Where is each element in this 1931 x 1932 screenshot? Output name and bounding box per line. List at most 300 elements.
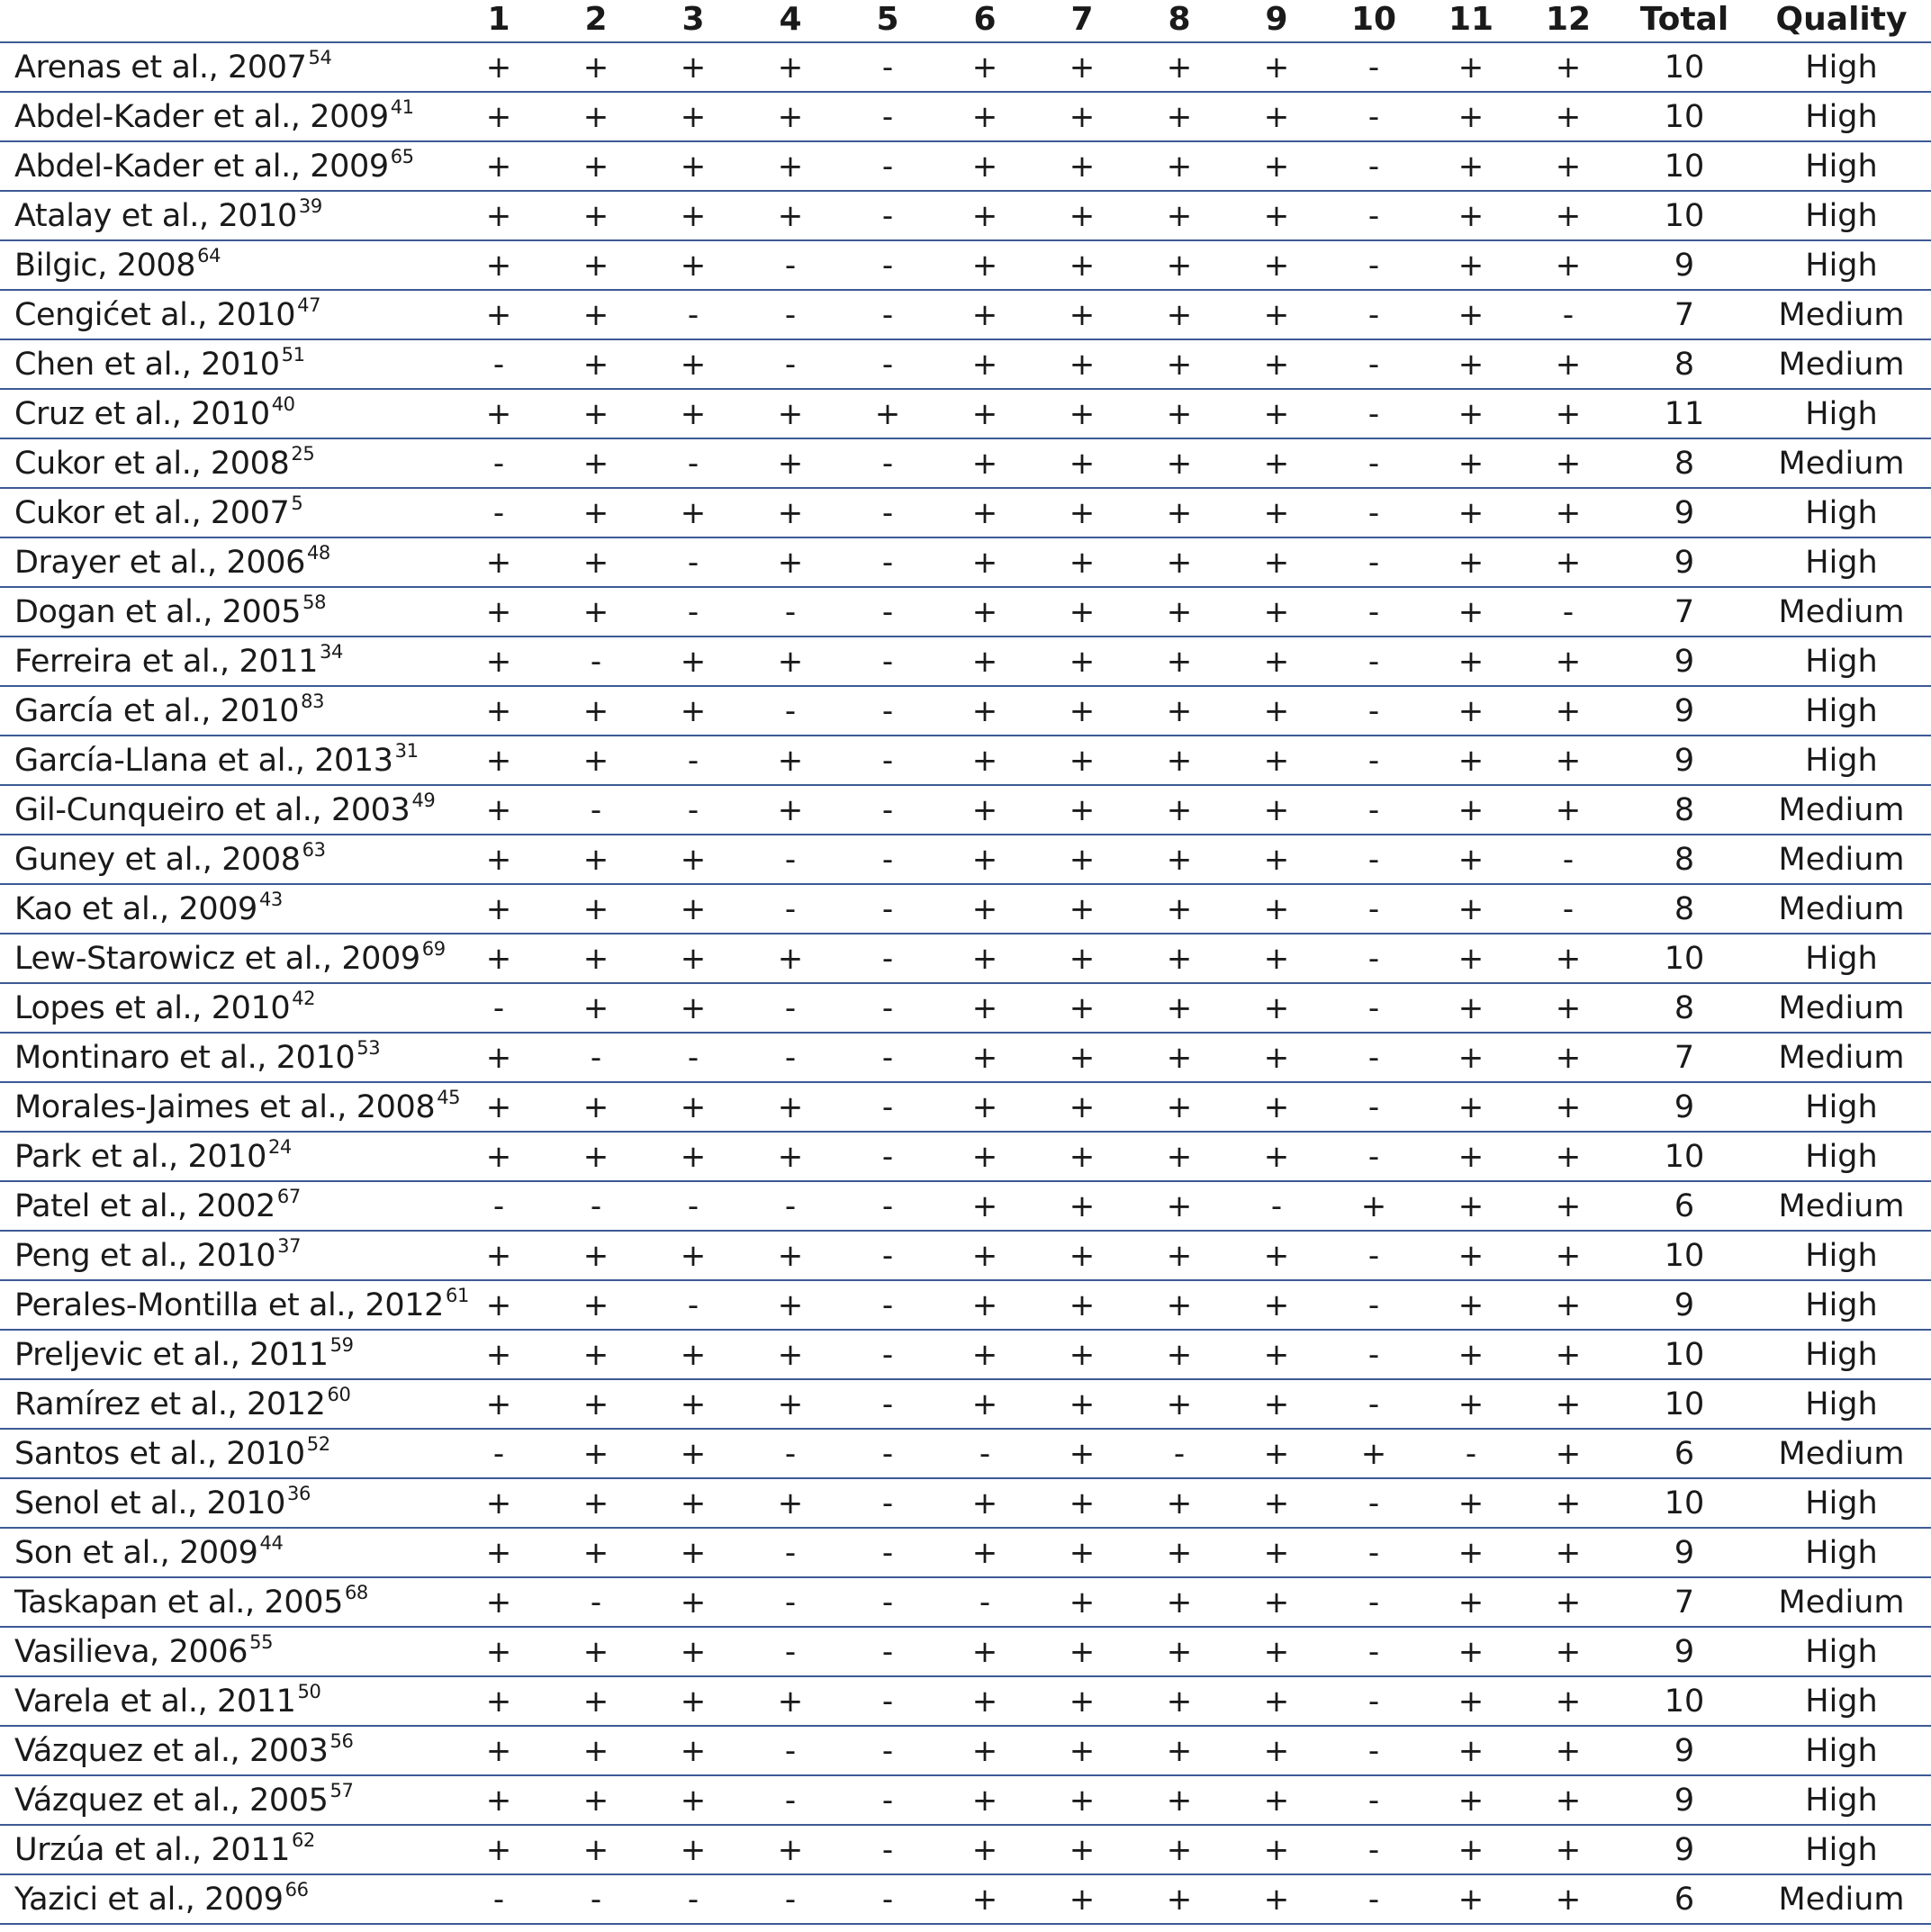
criterion-8-mark: + bbox=[1131, 1082, 1228, 1132]
criterion-8-mark: - bbox=[1131, 1429, 1228, 1478]
header-criterion-9: 9 bbox=[1228, 0, 1325, 42]
total-score: 8 bbox=[1617, 438, 1752, 488]
criterion-6-mark: + bbox=[936, 1825, 1033, 1874]
criterion-3-mark: - bbox=[645, 1874, 742, 1924]
table-row bbox=[0, 1280, 1931, 1330]
criterion-7-mark: + bbox=[1033, 1231, 1131, 1280]
table-body bbox=[0, 42, 1931, 1924]
criterion-10-mark: - bbox=[1325, 1132, 1422, 1181]
criterion-12-mark: - bbox=[1520, 835, 1617, 884]
criterion-11-mark: + bbox=[1422, 785, 1520, 835]
criterion-9-mark: + bbox=[1228, 240, 1325, 290]
quality-rating: High bbox=[1752, 1627, 1931, 1676]
criterion-12-mark: + bbox=[1520, 636, 1617, 686]
criterion-8-mark: + bbox=[1131, 1775, 1228, 1825]
criterion-8-mark: + bbox=[1131, 42, 1228, 92]
criterion-5-mark: - bbox=[839, 141, 936, 191]
header-criterion-11: 11 bbox=[1422, 0, 1520, 42]
total-score: 10 bbox=[1617, 1676, 1752, 1726]
table-row bbox=[0, 1627, 1931, 1676]
criterion-9-mark: + bbox=[1228, 1478, 1325, 1528]
table-row bbox=[0, 587, 1931, 636]
reference-number: 54 bbox=[308, 46, 332, 68]
total-score: 9 bbox=[1617, 1528, 1752, 1577]
study-name: Son et al., 2009 bbox=[14, 1534, 258, 1571]
criterion-5-mark: - bbox=[839, 1082, 936, 1132]
criterion-4-mark: + bbox=[742, 1330, 839, 1379]
criterion-4-mark: + bbox=[742, 92, 839, 141]
study-cell bbox=[0, 1627, 450, 1676]
table-row bbox=[0, 1528, 1931, 1577]
quality-rating: High bbox=[1752, 736, 1931, 785]
criterion-1-mark: + bbox=[450, 686, 547, 736]
criterion-6-mark: + bbox=[936, 389, 1033, 438]
table-row bbox=[0, 1478, 1931, 1528]
criterion-2-mark: + bbox=[547, 240, 645, 290]
criterion-11-mark: + bbox=[1422, 1874, 1520, 1924]
criterion-7-mark: + bbox=[1033, 389, 1131, 438]
total-score: 6 bbox=[1617, 1429, 1752, 1478]
table-row bbox=[0, 884, 1931, 934]
criterion-1-mark: + bbox=[450, 290, 547, 339]
criterion-8-mark: + bbox=[1131, 1676, 1228, 1726]
criterion-7-mark: + bbox=[1033, 290, 1131, 339]
criterion-11-mark: + bbox=[1422, 240, 1520, 290]
study-name: Varela et al., 2011 bbox=[14, 1683, 296, 1720]
table-row bbox=[0, 290, 1931, 339]
criterion-12-mark: + bbox=[1520, 240, 1617, 290]
table-row bbox=[0, 42, 1931, 92]
total-score: 10 bbox=[1617, 1379, 1752, 1429]
criterion-3-mark: + bbox=[645, 1627, 742, 1676]
study-cell bbox=[0, 686, 450, 736]
criterion-3-mark: + bbox=[645, 339, 742, 389]
criterion-2-mark: + bbox=[547, 1627, 645, 1676]
criterion-4-mark: + bbox=[742, 1132, 839, 1181]
criterion-1-mark: - bbox=[450, 1874, 547, 1924]
criterion-10-mark: - bbox=[1325, 1528, 1422, 1577]
quality-rating: High bbox=[1752, 42, 1931, 92]
total-score: 7 bbox=[1617, 1577, 1752, 1627]
study-name: Abdel-Kader et al., 2009 bbox=[14, 148, 389, 185]
criterion-9-mark: + bbox=[1228, 191, 1325, 240]
criterion-9-mark: + bbox=[1228, 1627, 1325, 1676]
criterion-5-mark: - bbox=[839, 1775, 936, 1825]
criterion-7-mark: + bbox=[1033, 983, 1131, 1033]
header-criterion-4: 4 bbox=[742, 0, 839, 42]
criterion-9-mark: + bbox=[1228, 1132, 1325, 1181]
study-cell bbox=[0, 191, 450, 240]
total-score: 10 bbox=[1617, 92, 1752, 141]
criterion-7-mark: + bbox=[1033, 488, 1131, 537]
study-name: Preljevic et al., 2011 bbox=[14, 1336, 329, 1373]
criterion-10-mark: - bbox=[1325, 339, 1422, 389]
criterion-3-mark: - bbox=[645, 1033, 742, 1082]
reference-number: 62 bbox=[291, 1828, 315, 1851]
criterion-10-mark: - bbox=[1325, 1280, 1422, 1330]
criterion-11-mark: + bbox=[1422, 1033, 1520, 1082]
criterion-3-mark: + bbox=[645, 1775, 742, 1825]
quality-rating: High bbox=[1752, 191, 1931, 240]
header-criterion-6: 6 bbox=[936, 0, 1033, 42]
reference-number: 25 bbox=[291, 442, 315, 465]
criterion-10-mark: - bbox=[1325, 636, 1422, 686]
total-score: 9 bbox=[1617, 1280, 1752, 1330]
criterion-12-mark: + bbox=[1520, 1132, 1617, 1181]
criterion-6-mark: + bbox=[936, 191, 1033, 240]
criterion-11-mark: + bbox=[1422, 1627, 1520, 1676]
criterion-7-mark: + bbox=[1033, 42, 1131, 92]
criterion-9-mark: + bbox=[1228, 1231, 1325, 1280]
total-score: 10 bbox=[1617, 934, 1752, 983]
criterion-10-mark: - bbox=[1325, 438, 1422, 488]
criterion-2-mark: + bbox=[547, 1280, 645, 1330]
study-cell bbox=[0, 1033, 450, 1082]
criterion-6-mark: + bbox=[936, 339, 1033, 389]
criterion-5-mark: - bbox=[839, 1033, 936, 1082]
criterion-12-mark: + bbox=[1520, 1825, 1617, 1874]
criterion-9-mark: + bbox=[1228, 438, 1325, 488]
criterion-6-mark: + bbox=[936, 1280, 1033, 1330]
criterion-6-mark: + bbox=[936, 736, 1033, 785]
criterion-8-mark: + bbox=[1131, 1132, 1228, 1181]
criterion-5-mark: - bbox=[839, 1379, 936, 1429]
criterion-9-mark: + bbox=[1228, 686, 1325, 736]
criterion-11-mark: + bbox=[1422, 686, 1520, 736]
criterion-6-mark: - bbox=[936, 1577, 1033, 1627]
criterion-6-mark: + bbox=[936, 141, 1033, 191]
table-row bbox=[0, 1330, 1931, 1379]
criterion-7-mark: + bbox=[1033, 1478, 1131, 1528]
study-name: Santos et al., 2010 bbox=[14, 1435, 305, 1472]
criterion-10-mark: - bbox=[1325, 1775, 1422, 1825]
criterion-2-mark: - bbox=[547, 1874, 645, 1924]
criterion-10-mark: - bbox=[1325, 736, 1422, 785]
criterion-8-mark: + bbox=[1131, 1280, 1228, 1330]
criterion-3-mark: + bbox=[645, 1577, 742, 1627]
criterion-11-mark: + bbox=[1422, 537, 1520, 587]
criterion-9-mark: + bbox=[1228, 884, 1325, 934]
criterion-3-mark: + bbox=[645, 141, 742, 191]
criterion-11-mark: + bbox=[1422, 983, 1520, 1033]
header-criterion-1: 1 bbox=[450, 0, 547, 42]
criterion-3-mark: + bbox=[645, 835, 742, 884]
study-name: Peng et al., 2010 bbox=[14, 1237, 276, 1274]
criterion-11-mark: + bbox=[1422, 1676, 1520, 1726]
criterion-3-mark: + bbox=[645, 240, 742, 290]
quality-rating: Medium bbox=[1752, 785, 1931, 835]
criterion-12-mark: + bbox=[1520, 1379, 1617, 1429]
quality-rating: High bbox=[1752, 636, 1931, 686]
study-cell bbox=[0, 636, 450, 686]
study-name: Senol et al., 2010 bbox=[14, 1485, 285, 1521]
criterion-11-mark: + bbox=[1422, 1181, 1520, 1231]
reference-number: 53 bbox=[356, 1036, 381, 1059]
quality-rating: Medium bbox=[1752, 884, 1931, 934]
criterion-11-mark: + bbox=[1422, 1528, 1520, 1577]
reference-number: 42 bbox=[292, 987, 316, 1009]
criterion-2-mark: + bbox=[547, 835, 645, 884]
header-criterion-10: 10 bbox=[1325, 0, 1422, 42]
criterion-6-mark: + bbox=[936, 1627, 1033, 1676]
criterion-7-mark: + bbox=[1033, 1676, 1131, 1726]
criterion-1-mark: + bbox=[450, 1676, 547, 1726]
criterion-6-mark: + bbox=[936, 1379, 1033, 1429]
criterion-6-mark: + bbox=[936, 537, 1033, 587]
criterion-8-mark: + bbox=[1131, 1627, 1228, 1676]
study-cell bbox=[0, 1874, 450, 1924]
criterion-3-mark: + bbox=[645, 983, 742, 1033]
table-row bbox=[0, 1082, 1931, 1132]
criterion-6-mark: + bbox=[936, 290, 1033, 339]
criterion-2-mark: + bbox=[547, 1231, 645, 1280]
criterion-7-mark: + bbox=[1033, 686, 1131, 736]
study-name: Patel et al., 2002 bbox=[14, 1187, 275, 1224]
criterion-2-mark: + bbox=[547, 1775, 645, 1825]
criterion-7-mark: + bbox=[1033, 1379, 1131, 1429]
study-name: Ramírez et al., 2012 bbox=[14, 1386, 326, 1422]
criterion-4-mark: - bbox=[742, 686, 839, 736]
criterion-4-mark: - bbox=[742, 290, 839, 339]
quality-rating: High bbox=[1752, 1775, 1931, 1825]
criterion-4-mark: + bbox=[742, 934, 839, 983]
criterion-5-mark: - bbox=[839, 636, 936, 686]
criterion-7-mark: + bbox=[1033, 339, 1131, 389]
criterion-2-mark: + bbox=[547, 438, 645, 488]
criterion-5-mark: - bbox=[839, 1231, 936, 1280]
criterion-10-mark: - bbox=[1325, 42, 1422, 92]
reference-number: 52 bbox=[306, 1432, 330, 1455]
criterion-9-mark: + bbox=[1228, 785, 1325, 835]
header-total: Total bbox=[1617, 0, 1752, 42]
study-cell bbox=[0, 1825, 450, 1874]
criterion-4-mark: + bbox=[742, 141, 839, 191]
criterion-2-mark: - bbox=[547, 1033, 645, 1082]
reference-number: 48 bbox=[306, 541, 330, 564]
study-name: Cukor et al., 2007 bbox=[14, 494, 290, 531]
study-name: Yazici et al., 2009 bbox=[14, 1881, 284, 1918]
criterion-12-mark: + bbox=[1520, 488, 1617, 537]
criterion-1-mark: + bbox=[450, 537, 547, 587]
criterion-9-mark: + bbox=[1228, 1429, 1325, 1478]
criterion-4-mark: + bbox=[742, 42, 839, 92]
criterion-12-mark: + bbox=[1520, 1676, 1617, 1726]
table-row bbox=[0, 438, 1931, 488]
quality-rating: Medium bbox=[1752, 1429, 1931, 1478]
criterion-10-mark: - bbox=[1325, 1627, 1422, 1676]
criterion-4-mark: - bbox=[742, 1627, 839, 1676]
reference-number: 47 bbox=[297, 293, 321, 316]
criterion-12-mark: + bbox=[1520, 785, 1617, 835]
criterion-1-mark: + bbox=[450, 141, 547, 191]
total-score: 10 bbox=[1617, 141, 1752, 191]
reference-number: 45 bbox=[437, 1086, 461, 1108]
study-name: Abdel-Kader et al., 2009 bbox=[14, 98, 389, 135]
criterion-2-mark: + bbox=[547, 290, 645, 339]
criterion-12-mark: + bbox=[1520, 1528, 1617, 1577]
criterion-6-mark: + bbox=[936, 1231, 1033, 1280]
criterion-4-mark: + bbox=[742, 785, 839, 835]
quality-rating: Medium bbox=[1752, 1033, 1931, 1082]
reference-number: 65 bbox=[390, 145, 414, 167]
criterion-6-mark: + bbox=[936, 1181, 1033, 1231]
reference-number: 64 bbox=[197, 244, 221, 266]
criterion-7-mark: + bbox=[1033, 240, 1131, 290]
table-row bbox=[0, 1429, 1931, 1478]
total-score: 9 bbox=[1617, 488, 1752, 537]
study-name: Morales-Jaimes et al., 2008 bbox=[14, 1088, 436, 1125]
criterion-1-mark: + bbox=[450, 1825, 547, 1874]
criterion-9-mark: + bbox=[1228, 389, 1325, 438]
criterion-3-mark: + bbox=[645, 1528, 742, 1577]
criterion-1-mark: + bbox=[450, 1379, 547, 1429]
criterion-2-mark: + bbox=[547, 537, 645, 587]
criterion-5-mark: - bbox=[839, 1874, 936, 1924]
criterion-11-mark: - bbox=[1422, 1429, 1520, 1478]
table-row bbox=[0, 191, 1931, 240]
study-name: Vázquez et al., 2003 bbox=[14, 1732, 329, 1769]
criterion-8-mark: + bbox=[1131, 1379, 1228, 1429]
study-name: Perales-Montilla et al., 2012 bbox=[14, 1286, 445, 1323]
criterion-3-mark: + bbox=[645, 636, 742, 686]
criterion-9-mark: + bbox=[1228, 636, 1325, 686]
total-score: 6 bbox=[1617, 1181, 1752, 1231]
criterion-12-mark: + bbox=[1520, 1775, 1617, 1825]
criterion-5-mark: - bbox=[839, 686, 936, 736]
reference-number: 39 bbox=[298, 194, 322, 217]
criterion-12-mark: + bbox=[1520, 339, 1617, 389]
criterion-7-mark: + bbox=[1033, 1181, 1131, 1231]
criterion-8-mark: + bbox=[1131, 835, 1228, 884]
criterion-3-mark: + bbox=[645, 1330, 742, 1379]
criterion-2-mark: - bbox=[547, 785, 645, 835]
criterion-11-mark: + bbox=[1422, 488, 1520, 537]
study-cell bbox=[0, 1082, 461, 1132]
criterion-1-mark: - bbox=[450, 1429, 547, 1478]
reference-number: 60 bbox=[327, 1383, 351, 1405]
quality-rating: Medium bbox=[1752, 1181, 1931, 1231]
criterion-12-mark: + bbox=[1520, 1181, 1617, 1231]
study-cell bbox=[0, 1132, 450, 1181]
criterion-12-mark: + bbox=[1520, 1874, 1617, 1924]
criterion-11-mark: + bbox=[1422, 884, 1520, 934]
criterion-9-mark: - bbox=[1228, 1181, 1325, 1231]
total-score: 9 bbox=[1617, 1726, 1752, 1775]
quality-rating: High bbox=[1752, 686, 1931, 736]
criterion-3-mark: - bbox=[645, 290, 742, 339]
criterion-8-mark: + bbox=[1131, 389, 1228, 438]
criterion-1-mark: + bbox=[450, 1231, 547, 1280]
criterion-9-mark: + bbox=[1228, 1280, 1325, 1330]
criterion-4-mark: - bbox=[742, 339, 839, 389]
criterion-10-mark: - bbox=[1325, 1379, 1422, 1429]
quality-rating: High bbox=[1752, 389, 1931, 438]
study-name: Cengićet al., 2010 bbox=[14, 296, 296, 333]
criterion-5-mark: - bbox=[839, 92, 936, 141]
study-cell bbox=[0, 785, 450, 835]
total-score: 9 bbox=[1617, 686, 1752, 736]
criterion-5-mark: - bbox=[839, 1676, 936, 1726]
total-score: 10 bbox=[1617, 1231, 1752, 1280]
criterion-2-mark: + bbox=[547, 1330, 645, 1379]
study-cell bbox=[0, 736, 450, 785]
study-name: García-Llana et al., 2013 bbox=[14, 742, 393, 779]
quality-rating: High bbox=[1752, 1825, 1931, 1874]
total-score: 9 bbox=[1617, 736, 1752, 785]
criterion-4-mark: + bbox=[742, 1280, 839, 1330]
criterion-9-mark: + bbox=[1228, 290, 1325, 339]
criterion-8-mark: + bbox=[1131, 884, 1228, 934]
criterion-2-mark: + bbox=[547, 884, 645, 934]
criterion-8-mark: + bbox=[1131, 1181, 1228, 1231]
criterion-12-mark: + bbox=[1520, 1231, 1617, 1280]
criterion-8-mark: + bbox=[1131, 636, 1228, 686]
table-row bbox=[0, 1775, 1931, 1825]
total-score: 7 bbox=[1617, 1033, 1752, 1082]
study-cell bbox=[0, 389, 450, 438]
table-row bbox=[0, 141, 1931, 191]
criterion-6-mark: + bbox=[936, 1082, 1033, 1132]
total-score: 11 bbox=[1617, 389, 1752, 438]
total-score: 9 bbox=[1617, 636, 1752, 686]
reference-number: 83 bbox=[301, 690, 325, 712]
criterion-7-mark: + bbox=[1033, 438, 1131, 488]
criterion-3-mark: + bbox=[645, 686, 742, 736]
criterion-4-mark: + bbox=[742, 1676, 839, 1726]
table-row bbox=[0, 1825, 1931, 1874]
criterion-11-mark: + bbox=[1422, 389, 1520, 438]
quality-rating: High bbox=[1752, 1379, 1931, 1429]
criterion-4-mark: + bbox=[742, 191, 839, 240]
reference-number: 58 bbox=[302, 591, 327, 613]
criterion-9-mark: + bbox=[1228, 1528, 1325, 1577]
criterion-3-mark: + bbox=[645, 389, 742, 438]
criterion-1-mark: + bbox=[450, 1280, 547, 1330]
reference-number: 68 bbox=[344, 1581, 368, 1603]
study-name: Cruz et al., 2010 bbox=[14, 395, 270, 432]
criterion-8-mark: + bbox=[1131, 488, 1228, 537]
criterion-6-mark: + bbox=[936, 884, 1033, 934]
criterion-9-mark: + bbox=[1228, 1379, 1325, 1429]
criterion-8-mark: + bbox=[1131, 191, 1228, 240]
criterion-1-mark: + bbox=[450, 1330, 547, 1379]
criterion-4-mark: - bbox=[742, 1528, 839, 1577]
criterion-10-mark: - bbox=[1325, 934, 1422, 983]
reference-number: 40 bbox=[271, 393, 295, 415]
quality-rating: Medium bbox=[1752, 983, 1931, 1033]
criterion-12-mark: - bbox=[1520, 290, 1617, 339]
criterion-5-mark: - bbox=[839, 1429, 936, 1478]
criterion-5-mark: - bbox=[839, 785, 936, 835]
criterion-10-mark: - bbox=[1325, 587, 1422, 636]
table-row bbox=[0, 835, 1931, 884]
criterion-5-mark: - bbox=[839, 983, 936, 1033]
reference-number: 31 bbox=[394, 739, 419, 762]
criterion-6-mark: + bbox=[936, 438, 1033, 488]
study-cell bbox=[0, 488, 450, 537]
criterion-9-mark: + bbox=[1228, 1676, 1325, 1726]
criterion-6-mark: + bbox=[936, 488, 1033, 537]
study-name: Lopes et al., 2010 bbox=[14, 989, 291, 1026]
criterion-9-mark: + bbox=[1228, 141, 1325, 191]
criterion-1-mark: + bbox=[450, 884, 547, 934]
table-row bbox=[0, 636, 1931, 686]
criterion-1-mark: + bbox=[450, 835, 547, 884]
quality-rating: High bbox=[1752, 537, 1931, 587]
criterion-3-mark: - bbox=[645, 438, 742, 488]
criterion-1-mark: + bbox=[450, 785, 547, 835]
criterion-2-mark: + bbox=[547, 1132, 645, 1181]
